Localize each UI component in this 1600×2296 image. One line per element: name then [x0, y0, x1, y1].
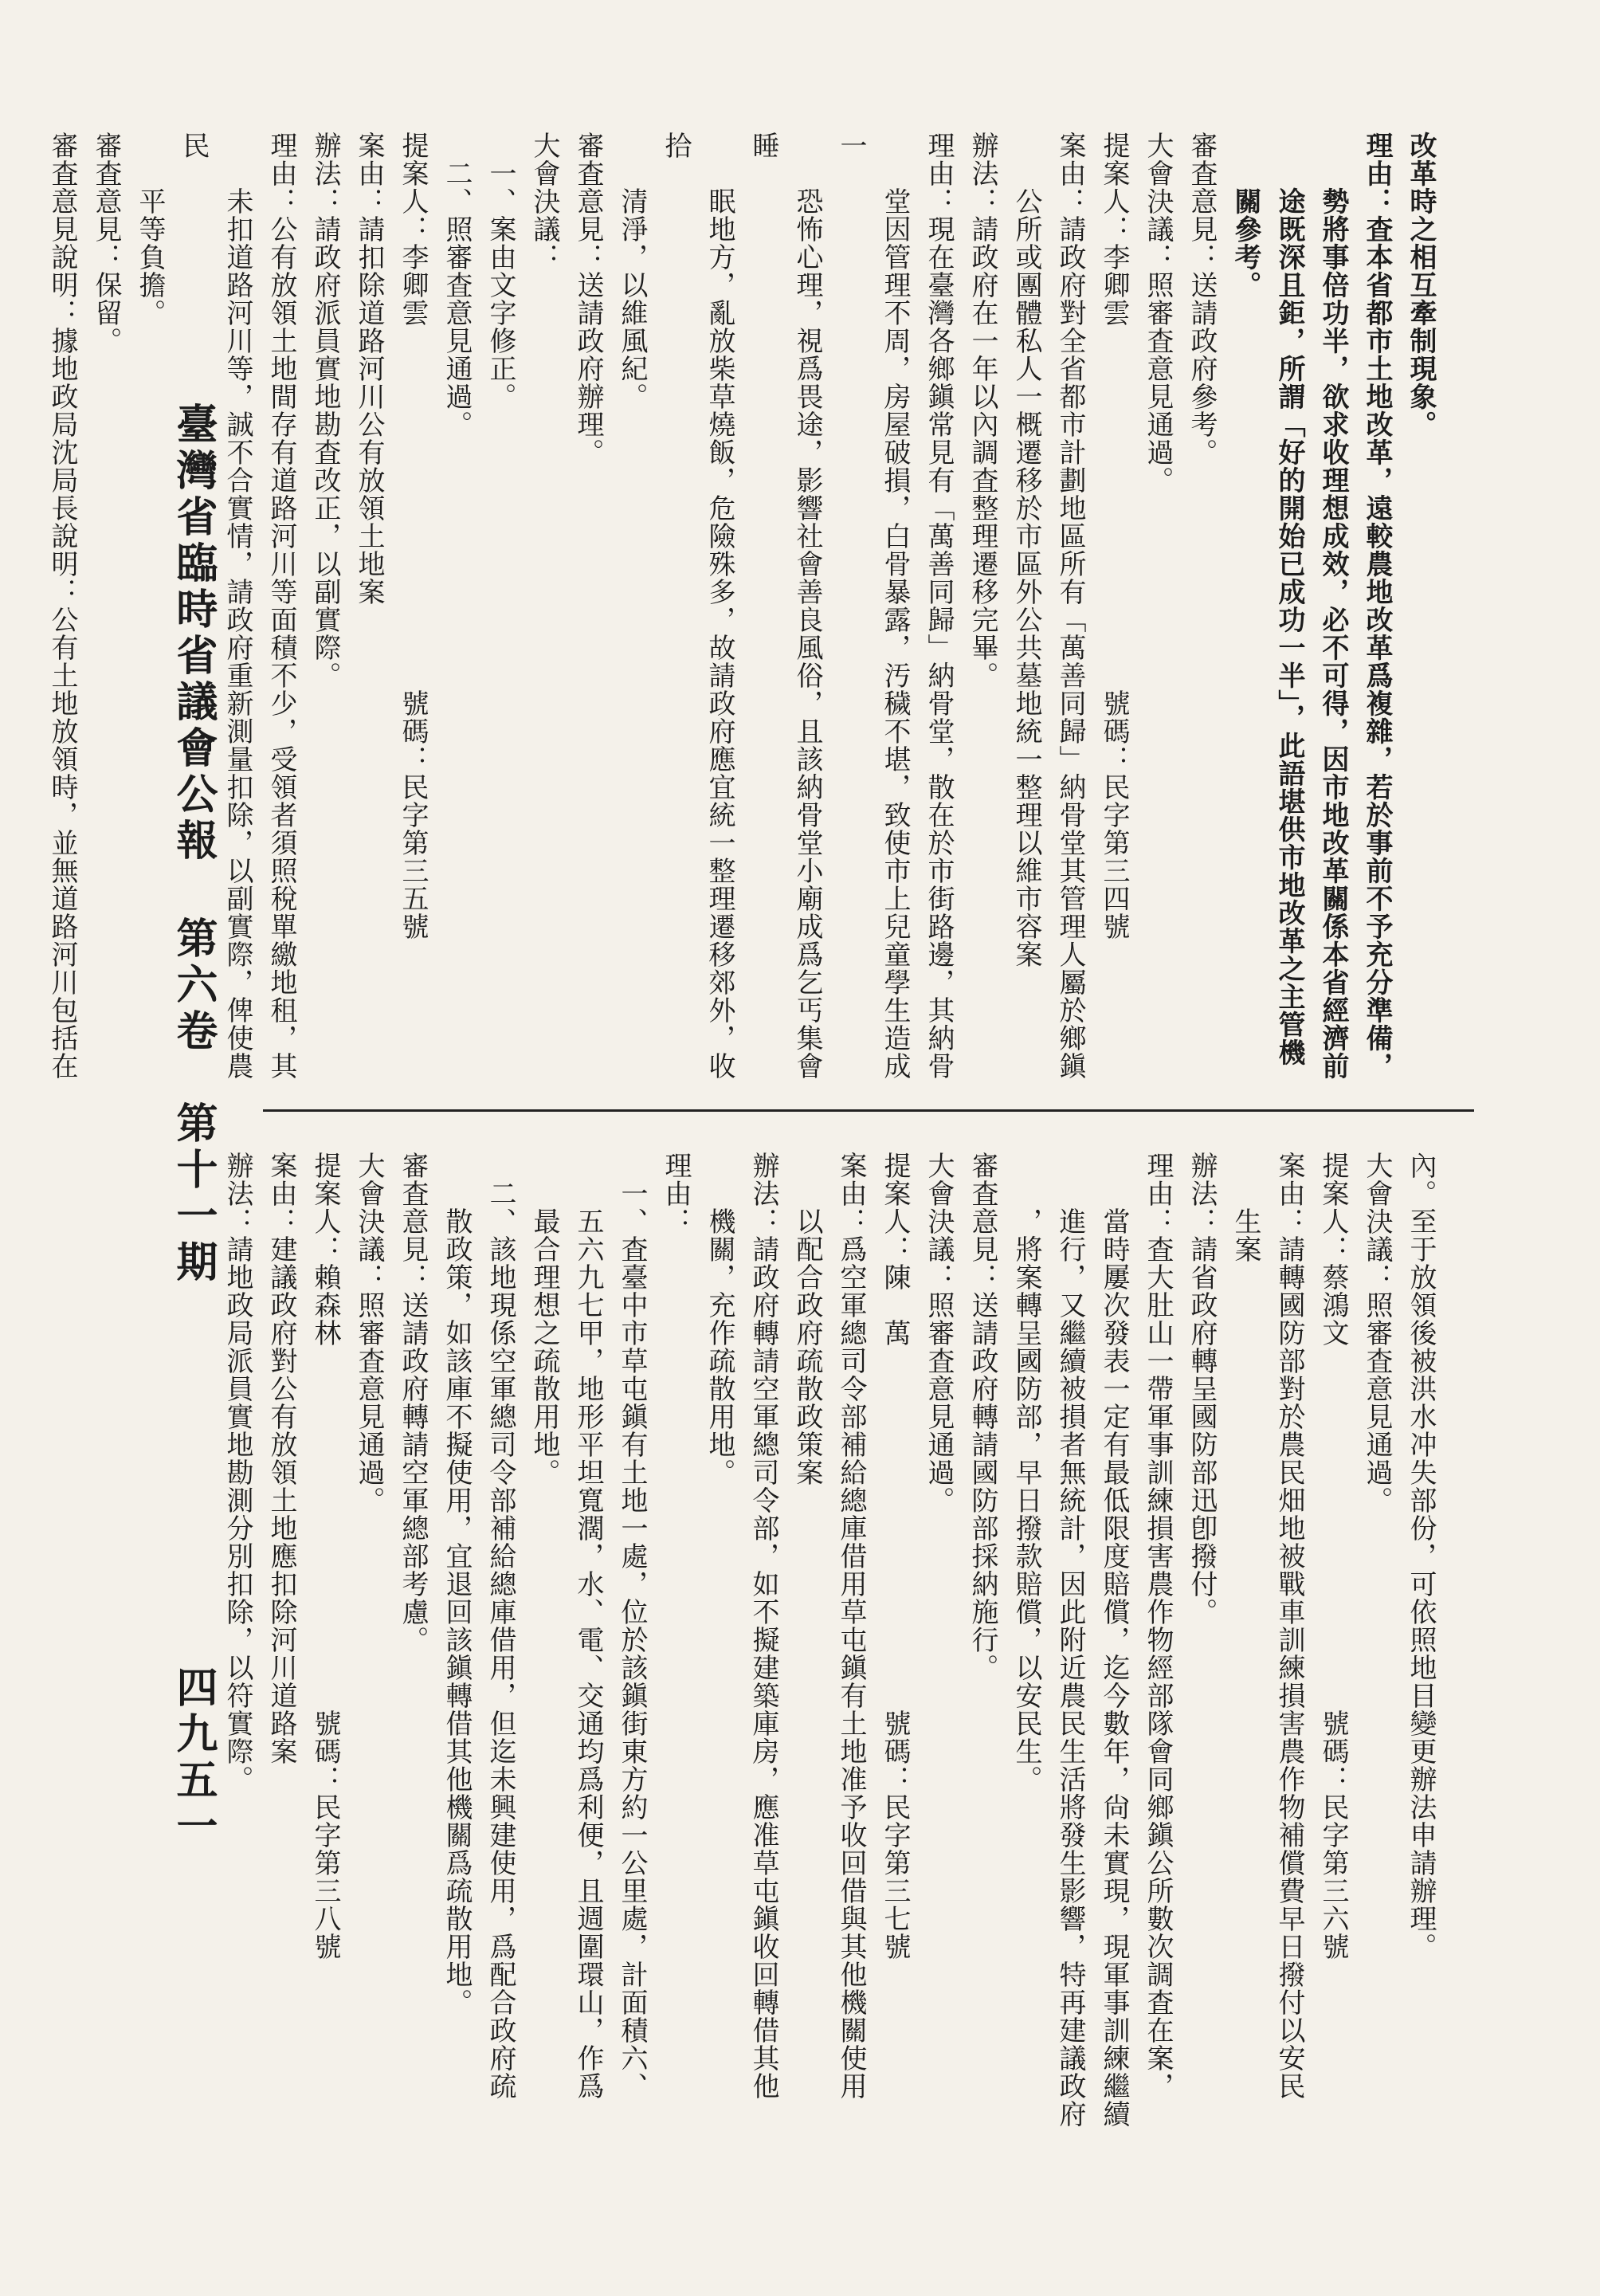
text-line: 理由：査大肚山一帶軍事訓練損害農作物經部隊會同鄉鎭公所數次調査在案， [1142, 1152, 1174, 2100]
text-line: 一、査臺中市草屯鎭有土地一處，位於該鎭街東方約一公里處，計面積六、 [616, 1152, 648, 2100]
text-line: 案由：爲空軍總司令部補給總庫借用草屯鎭有土地准予收回借與其他機關使用 [835, 1152, 867, 2100]
text-line: 機關，充作疏散用地。 [704, 1152, 735, 1486]
page-number: 四九五一 [169, 1666, 218, 1851]
text-line: 審査意見：送請政府參考。 [1186, 131, 1218, 466]
text-line: ，將案轉呈國防部，早日撥款賠償，以安民生。 [1010, 1152, 1042, 1793]
text-line: 散政策，如該庫不擬使用，宜退回該鎭轉借其他機關爲疏散用地。 [441, 1152, 473, 2016]
text-line: 審査意見：保留。 [90, 131, 122, 355]
text-line: 堂因管理不周，房屋破損，白骨暴露，汚穢不堪，致使市上兒童學生造成一 [835, 131, 911, 1080]
text-line: 途既深且鉅，所謂「好的開始已成功一半」，此語堪供市地改革之主管機 [1273, 131, 1305, 1066]
text-line: 理由： [660, 1152, 692, 1235]
text-line: 辦法：請省政府轉呈國防部迅卽撥付。 [1186, 1152, 1218, 1626]
text-line: 提案人：李卿雲 號碼：民字第三四號 [1098, 131, 1130, 940]
text-line: 勢將事倍功半，欲求收理想成效，必不可得，因市地改革關係本省經濟前 [1317, 131, 1349, 1080]
text-line: 大會決議：照審査意見通過。 [923, 1152, 955, 1514]
text-line: 二、該地現係空軍總司令部補給總庫借用，但迄未興建使用，爲配合政府疏 [484, 1152, 516, 2100]
text-line: 審査意見：送請政府轉請空軍總部考慮。 [397, 1152, 429, 1654]
text-line: 案由：建議政府對公有放領土地應扣除河川道路案 [265, 1152, 297, 1765]
text-line: 辦法：請政府派員實地勘査改正，以副實際。 [309, 131, 341, 689]
text-line: 辦法：請地政局派員實地勘測分別扣除，以符實際。 [222, 1152, 253, 1793]
text-line: 大會決議： [528, 131, 560, 271]
text-line: 未扣道路河川等，誠不合實情，請政府重新測量扣除，以副實際，俾使農民 [178, 131, 253, 1080]
text-line: 關參考。 [1229, 131, 1261, 299]
text-line: 提案人：賴森林 號碼：民字第三八號 [309, 1152, 341, 1960]
text-line: 大會決議：照審査意見通過。 [353, 1152, 385, 1514]
text-line: 提案人：陳 萬 號碼：民字第三七號 [879, 1152, 911, 1960]
text-line: 當時屢次發表一定有最低限度賠償，迄今數年，尙未實現，現軍事訓練繼續 [1098, 1152, 1130, 2128]
text-line: 理由：公有放領土地間存有道路河川等面積不少，受領者須照稅單繳地租，其 [265, 131, 297, 1080]
text-line: 二、照審査意見通過。 [441, 131, 473, 438]
text-line: 生案 [1229, 1152, 1261, 1263]
text-line: 恐怖心理，視爲畏途，影響社會善良風俗，且該納骨堂小廟成爲乞丐集會睡 [747, 131, 823, 1080]
text-line: 案由：請政府對全省都市計劃地區所有「萬善同歸」納骨堂其管理人屬於鄉鎭 [1054, 131, 1086, 1080]
text-line: 理由：現在臺灣各鄉鎭常見有「萬善同歸」納骨堂，散在於市街路邊，其納骨 [923, 131, 955, 1080]
text-line: 內。至于放領後被洪水冲失部份，可依照地目變更辦法申請辦理。 [1405, 1152, 1437, 1960]
text-line: 最合理想之疏散用地。 [528, 1152, 560, 1486]
text-line: 提案人：蔡鴻文 號碼：民字第三六號 [1317, 1152, 1349, 1960]
text-line: 案由：請轉國防部對於農民畑地被戰車訓練損害農作物補償費早日撥付以安民 [1273, 1152, 1305, 2100]
publication-title: 臺灣省臨時省議會公報 [169, 402, 218, 865]
text-line: 提案人：李卿雲 號碼：民字第三五號 [397, 131, 429, 940]
section-divider [263, 1109, 1474, 1112]
text-line: 一、案由文字修正。 [484, 131, 516, 410]
text-line: 理由：査本省都市土地改革，遠較農地改革爲複雜，若於事前不予充分準備， [1361, 131, 1393, 1080]
text-line: 案由：請扣除道路河川公有放領土地案 [353, 131, 385, 606]
text-line: 眠地方，亂放柴草燒飯，危險殊多，故請政府應宜統一整理遷移郊外，收拾 [660, 131, 735, 1080]
text-line: 平等負擔。 [134, 131, 166, 327]
text-line: 審査意見說明：據地政局沈局長說明：公有土地放領時，並無道路河川包括在 [46, 131, 78, 1080]
lower-text-section [222, 1152, 1442, 2164]
text-line: 以配合政府疏散政策案 [791, 1152, 823, 1486]
issue-number: 第六卷 第十一期 [169, 916, 218, 1286]
text-line: 改革時之相互牽制現象。 [1405, 131, 1437, 438]
text-line: 辦法：請政府在一年以內調査整理遷移完畢。 [967, 131, 998, 689]
text-line: 審査意見：送請政府轉請國防部採納施行。 [967, 1152, 998, 1682]
text-line: 五六九七甲，地形平坦寬濶，水、電、交通均爲利便，且週圍環山，作爲 [572, 1152, 604, 2100]
text-line: 公所或團體私人一概遷移於市區外公共墓地統一整理以維市容案 [1010, 131, 1042, 968]
text-line: 辦法：請政府轉請空軍總司令部，如不擬建築庫房，應准草屯鎭收回轉借其他 [747, 1152, 779, 2100]
text-line: 大會決議：照審査意見通過。 [1142, 131, 1174, 494]
text-line: 進行，又繼續被損者無統計，因此附近農民生活將發生影響，特再建議政府 [1054, 1152, 1086, 2128]
text-line: 清淨，以維風紀。 [616, 131, 648, 410]
text-line: 大會決議：照審査意見通過。 [1361, 1152, 1393, 1514]
text-line: 審査意見：送請政府辦理。 [572, 131, 604, 466]
